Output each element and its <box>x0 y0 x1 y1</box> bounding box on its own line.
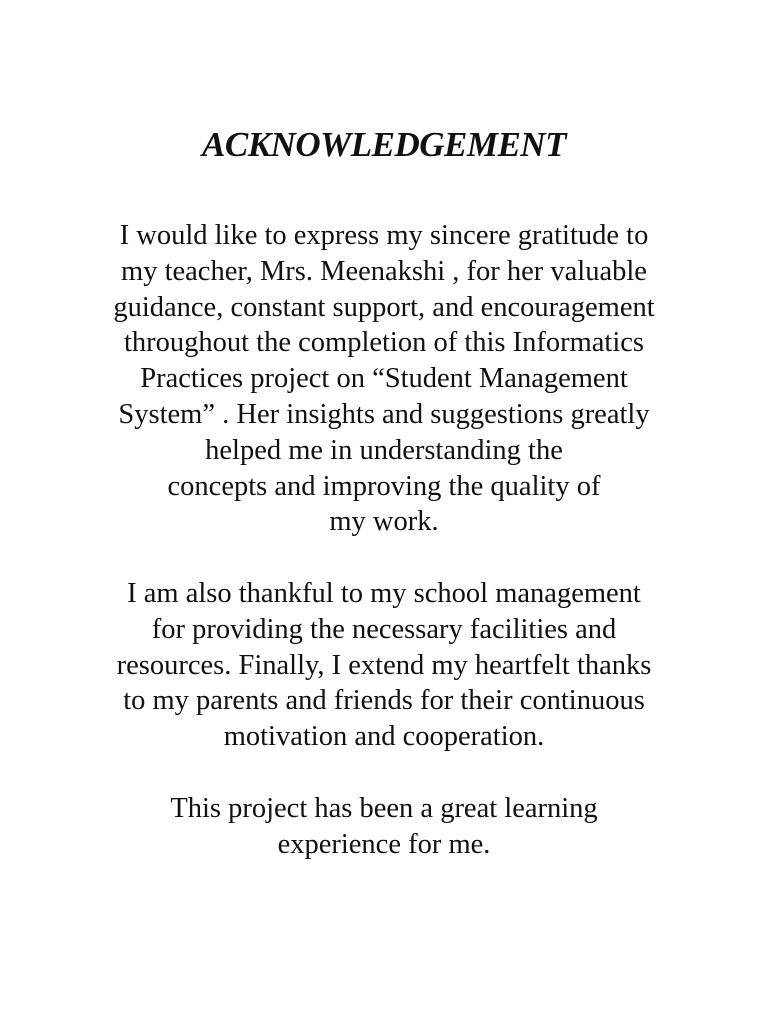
paragraph-line: motivation and cooperation. <box>223 721 545 753</box>
paragraph-gratitude <box>60 218 708 540</box>
paragraph-line: I am also thankful to my school management <box>127 578 641 609</box>
paragraph-line: Practices project on “Student Management <box>140 363 628 395</box>
paragraph-line: for providing the necessary facilities and <box>151 613 617 645</box>
paragraph-line: throughout the completion of this Informatics <box>123 327 645 359</box>
paragraph-line: my teacher, Mrs. Meenakshi , for her valuable <box>121 255 647 287</box>
paragraph-line: helped me in understanding the <box>205 434 563 466</box>
paragraph-line: guidance, constant support, and encouragement <box>113 291 655 323</box>
document-title: ACKNOWLEDGEMENT <box>202 125 566 164</box>
paragraph-thanks <box>60 576 708 755</box>
paragraph-line: This project has been a great learning <box>170 793 598 824</box>
paragraph-line: resources. Finally, I extend my heartfelt thanks <box>116 649 652 681</box>
paragraph-line: experience for me. <box>277 828 491 860</box>
paragraph-line: I would like to express my sincere gratitude to <box>119 220 649 251</box>
paragraph-line: System” . Her insights and suggestions greatly <box>118 398 650 430</box>
paragraph-line: to my parents and friends for their continuous <box>123 685 645 717</box>
paragraph-line: concepts and improving the quality of <box>167 470 601 502</box>
paragraph-line: my work. <box>329 506 439 538</box>
paragraph-closing <box>60 791 708 863</box>
